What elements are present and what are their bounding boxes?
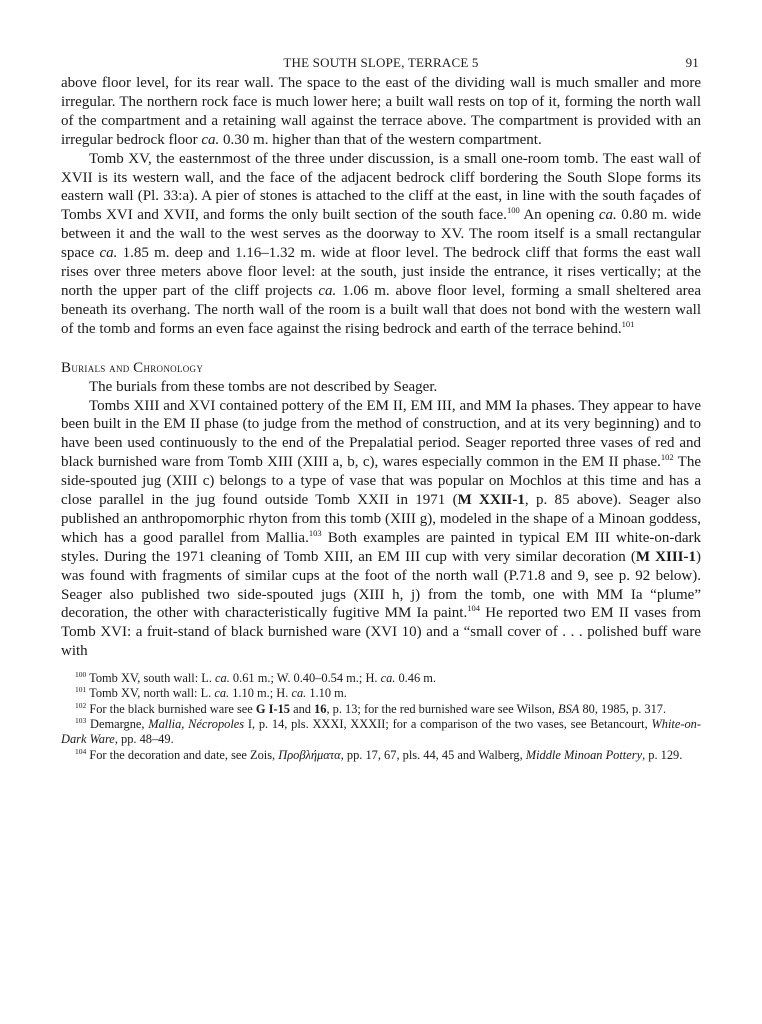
section-paragraphs bbox=[61, 378, 701, 662]
text-run: above floor level, for its rear wall. The space to the east of the dividing wall is much smaller and more irregular. The northern rock face is much lower here; a built wall rests on top of it, forming the north wall of the compartment and a retaining wall against the terrace above. The compartment is provided with an irregular bedrock floor bbox=[61, 75, 701, 148]
text-run: The side-spouted jug (XIII c) belongs to a type of vase that was popular on Mochlos at this time and has a close parallel in the jug found outside Tomb XXII in 1971 ( bbox=[61, 454, 701, 509]
paragraph bbox=[61, 397, 701, 662]
footnotes bbox=[61, 671, 701, 763]
text-run: 16 bbox=[314, 701, 327, 716]
text-run: For the black burnished ware see bbox=[86, 701, 256, 716]
footnote-ref: 104 bbox=[467, 603, 480, 614]
footnote bbox=[61, 717, 701, 748]
text-run: Middle Minoan Pottery bbox=[525, 747, 643, 762]
text-run: The burials from these tombs are not described by Seager. bbox=[89, 378, 438, 395]
text-run: I, p. 14, pls. XXXI, XXXII; for a comparison of the two vases, see Betancourt, bbox=[244, 717, 652, 732]
text-run: 1.10 m. bbox=[306, 686, 347, 701]
running-header bbox=[61, 48, 701, 74]
text-run: G I-15 bbox=[255, 701, 290, 716]
footnote-ref: 104 bbox=[75, 746, 87, 756]
paragraph bbox=[61, 378, 701, 397]
footnote bbox=[61, 748, 701, 763]
footnote-ref: 102 bbox=[75, 700, 87, 710]
text-run: White-on-Dark Ware bbox=[61, 717, 701, 747]
text-run: 1.85 m. deep and 1.16–1.32 m. wide at floor level. The bedrock cliff that forms the east wall rises over three meters above floor level: at the south, just inside the entrance, it rises vertically; at the north the upper part of the cliff projects bbox=[61, 245, 702, 299]
text-run: , p. 85 above). Seager also published an anthropomorphic rhyton from this tomb (XIII g), modeled in the shape of a Minoan goddess, which has a good parallel from Mallia. bbox=[61, 492, 701, 546]
text-run: ca. bbox=[214, 686, 230, 701]
text-run: M XXII-1 bbox=[457, 492, 525, 509]
text-run: ca. bbox=[318, 282, 337, 299]
footnote-ref: 101 bbox=[621, 318, 635, 329]
text-run: Both examples are painted in typical EM III white-on-dark styles. During the 1971 cleaning of Tomb XIII, an EM III cup with very similar decoration ( bbox=[61, 529, 701, 565]
footnote-ref: 101 bbox=[75, 685, 87, 695]
page-number: 91 bbox=[685, 55, 699, 70]
text-run: Tomb XV, south wall: L. bbox=[86, 671, 216, 686]
text-run: ca. bbox=[99, 245, 118, 262]
text-run: 1.06 m. above floor level, forming a small sheltered area beneath its overhang. The north wall of the room is a built wall that does not bond with the western wall of the tomb and forms an even face against the rising bedrock and earth of the terrace behind. bbox=[61, 282, 701, 337]
text-run: ca. bbox=[380, 671, 396, 686]
text-run: ) was found with fragments of similar cups at the foot of the north wall (P.71.8 and 9, see p. 92 below). Seager also published two side-spouted jugs (XIII h, j) from the tomb, one with MM Ia “plume” decoration, the other with characteristically fugitive MM Ia paint. bbox=[61, 548, 702, 622]
text-run: Προβλήματα bbox=[278, 747, 341, 762]
text-run: Tomb XV, north wall: L. bbox=[86, 686, 215, 701]
text-run: ca. bbox=[215, 671, 230, 686]
paragraphs bbox=[61, 74, 701, 339]
text-run: , p. 13; for the red burnished ware see Wilson, bbox=[326, 701, 558, 716]
text-run: and bbox=[289, 701, 315, 716]
text-run: ca. bbox=[291, 686, 307, 701]
footnote-ref: 103 bbox=[75, 715, 87, 725]
text-run: , p. 129. bbox=[642, 747, 683, 762]
text-run: 80, 1985, p. 317. bbox=[579, 701, 667, 716]
footnote-ref: 100 bbox=[506, 205, 520, 216]
text-run: Mallia, Nécropoles bbox=[148, 717, 245, 732]
page bbox=[61, 48, 701, 763]
text-run: BSA bbox=[558, 701, 580, 716]
paragraph bbox=[61, 74, 701, 150]
footnote-ref: 100 bbox=[75, 670, 87, 680]
text-run: Tombs XIII and XVI contained pottery of the EM II, EM III, and MM Ia phases. They appear to have been built in the EM II phase (to judge from the method of construction, and at its very beginning) and to have been used continuously to the end of the Prepalatial period. Seager reported three vases of red and black burnished ware from Tomb XIII (XIII a, b, c), wares especially common in the EM II phase. bbox=[61, 397, 701, 471]
text-run: Demargne, bbox=[86, 717, 149, 732]
text-run: , pp. 48–49. bbox=[114, 732, 174, 747]
footnote-ref: 103 bbox=[308, 527, 322, 538]
text-run: ca. bbox=[598, 207, 617, 224]
text-run: 0.30 m. higher than that of the western compartment. bbox=[219, 131, 542, 148]
text-run: 0.80 m. wide between it and the wall to the west serves as the doorway to XV. The room itself is a small rectangular space bbox=[61, 207, 701, 262]
text-run: An opening bbox=[519, 207, 599, 224]
paragraph bbox=[61, 150, 701, 339]
section-heading: Burials and Chronology bbox=[61, 359, 204, 376]
body-text bbox=[61, 74, 701, 661]
text-run: Tomb XV, the easternmost of the three under discussion, is a small one-room tomb. The east wall of XVII is its western wall, and the face of the adjacent bedrock cliff bordering the South Slope forms its eastern wall (Pl. 33:a). A pier of stones is attached to the cliff at the east, in line with the south façades of Tombs XVI and XVII, and forms the only built section of the south face. bbox=[61, 150, 701, 224]
text-run: , pp. 17, 67, pls. 44, 45 and Walberg, bbox=[340, 747, 526, 762]
footnote bbox=[61, 702, 701, 717]
text-run: He reported two EM II vases from Tomb XVI: a fruit-stand of black burnished ware (XVI 10) and a “small cover of . . . polished buff ware with bbox=[61, 605, 702, 660]
text-run: 0.61 m.; W. 0.40–0.54 m.; H. bbox=[229, 671, 381, 686]
footnote-ref: 102 bbox=[660, 452, 674, 463]
text-run: M XIII-1 bbox=[635, 548, 697, 565]
text-run: 1.10 m.; H. bbox=[229, 686, 292, 701]
footnote bbox=[61, 686, 701, 701]
text-run: For the decoration and date, see Zois, bbox=[86, 747, 279, 762]
text-run: 0.46 m. bbox=[395, 671, 437, 686]
text-run: ca. bbox=[201, 131, 220, 148]
running-title: THE SOUTH SLOPE, TERRACE 5 bbox=[283, 55, 479, 70]
footnote bbox=[61, 671, 701, 686]
